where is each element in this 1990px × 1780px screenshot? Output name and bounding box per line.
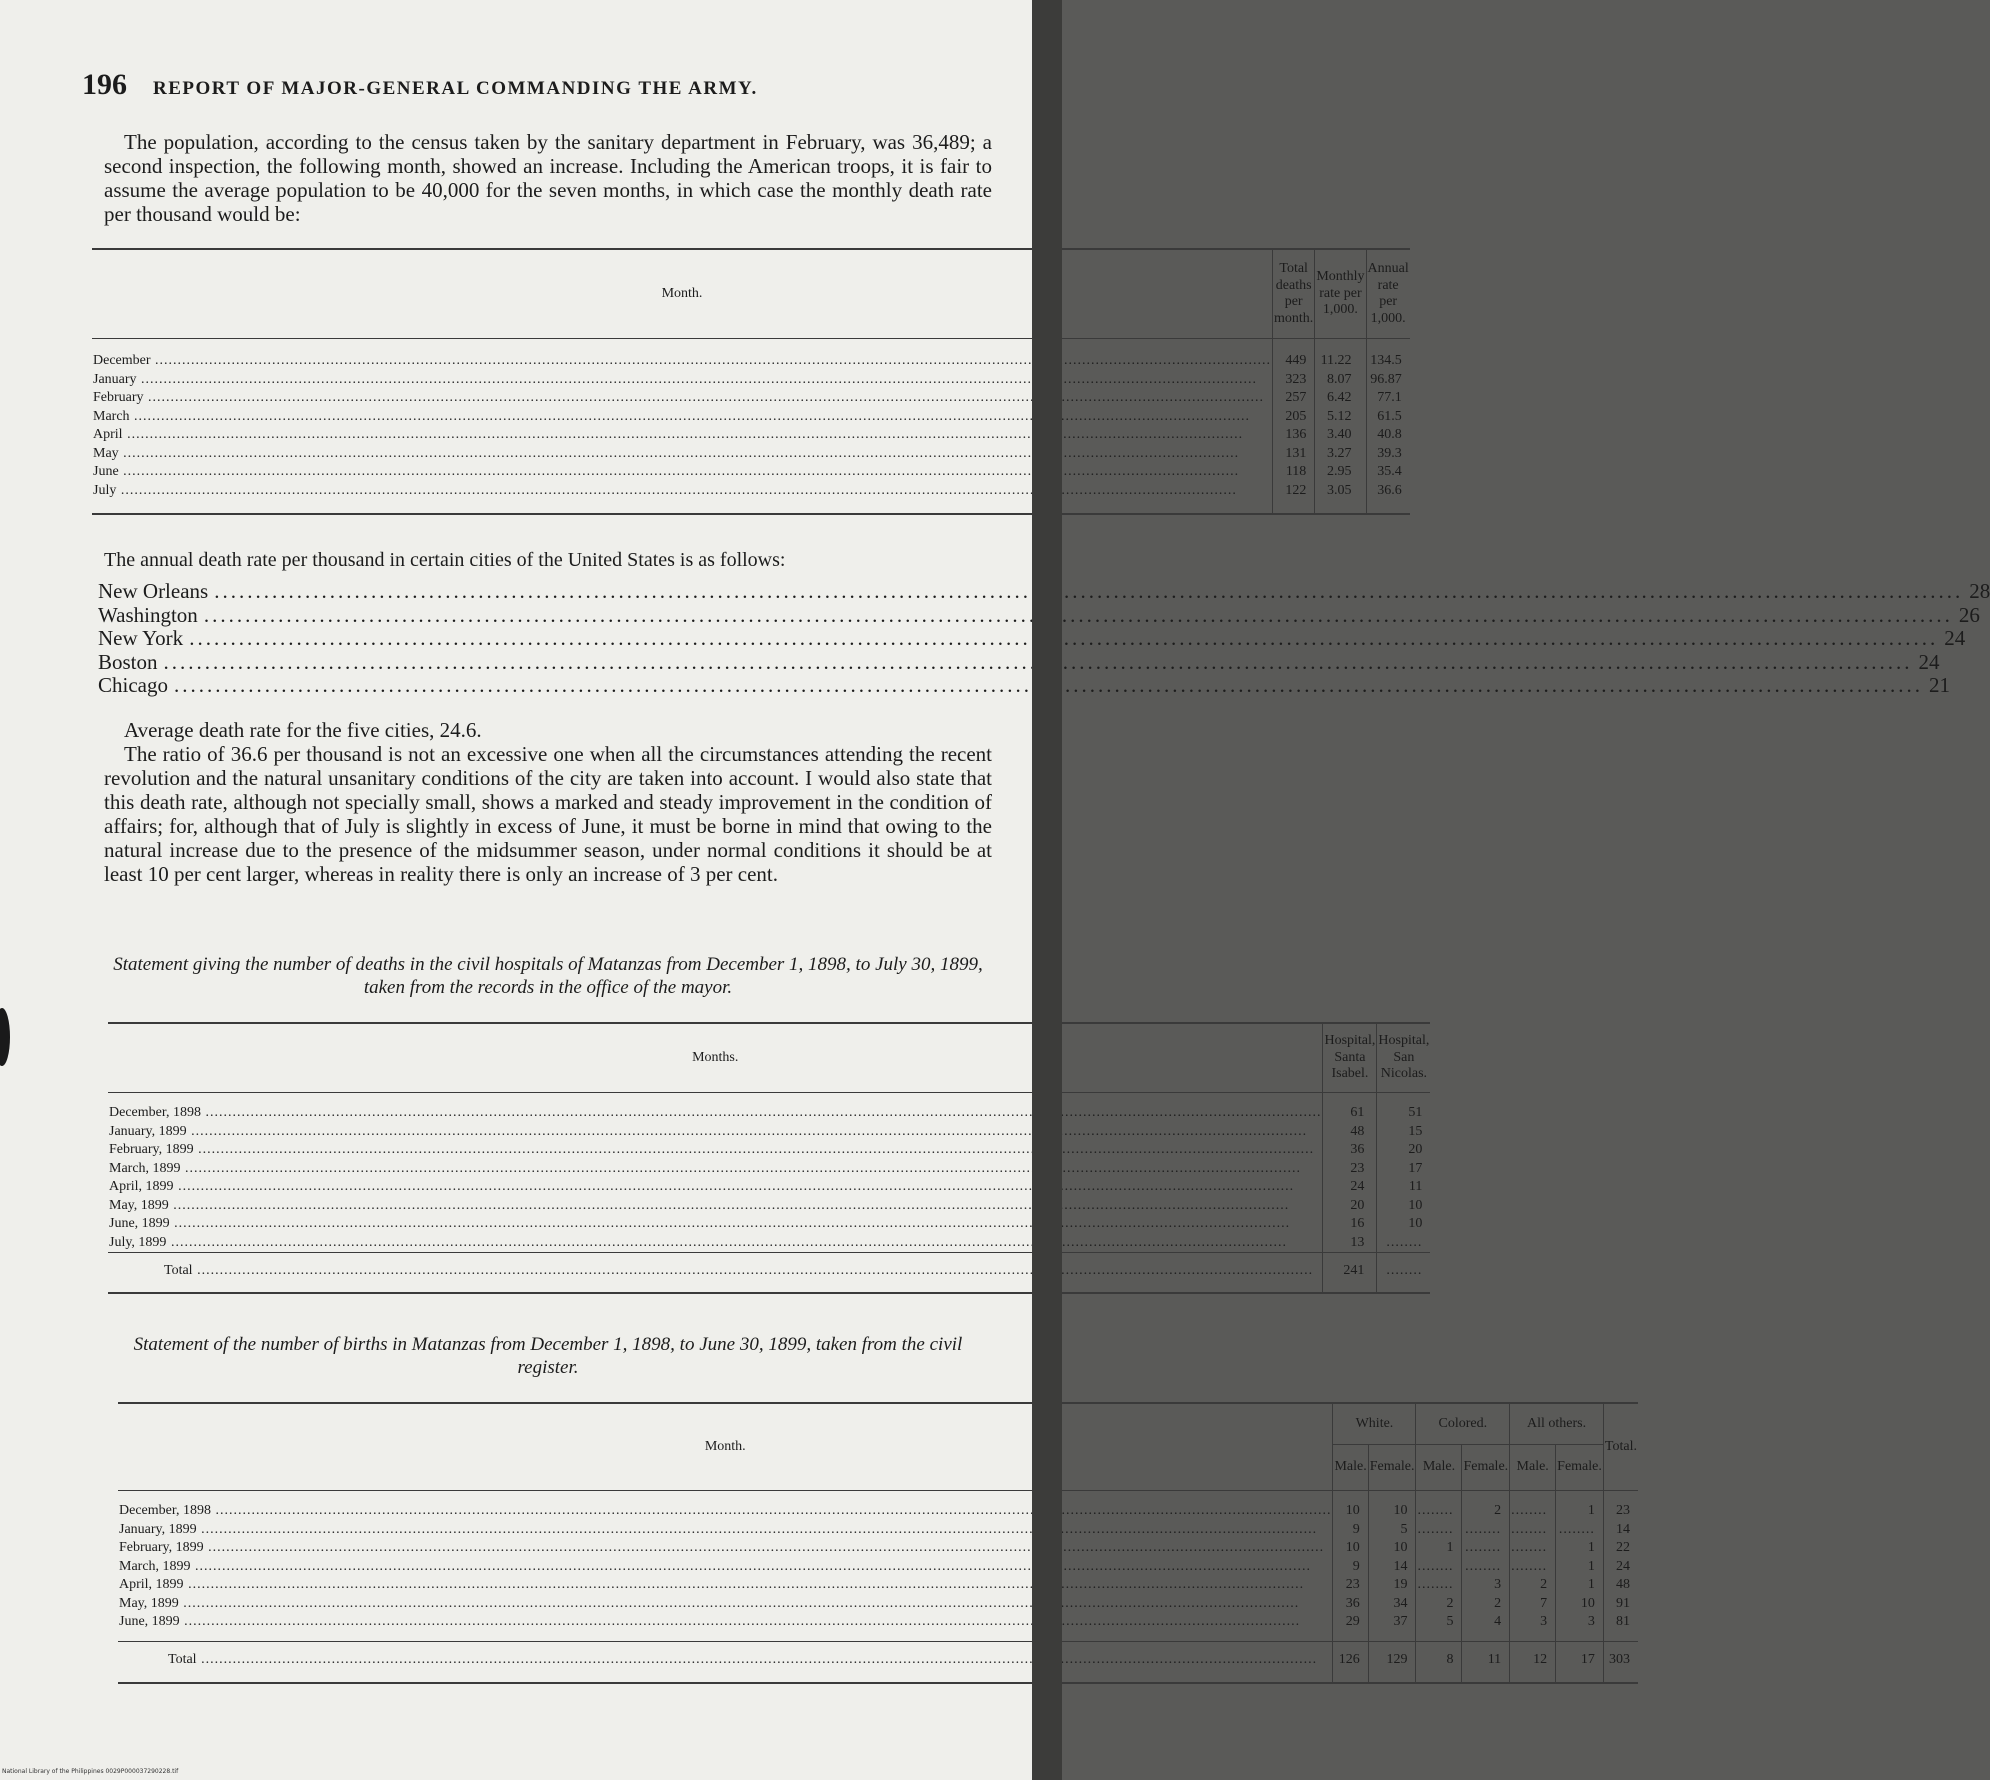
city-rate: 24 [1918, 649, 1940, 674]
white-male-cell: 23 [1333, 1576, 1368, 1595]
month-cell: May, 1899 ..... [118, 1595, 1333, 1614]
table-row [92, 339, 1410, 371]
colored-male-cell [1416, 1521, 1462, 1540]
month-cell: February, 1899 ..... [118, 1539, 1333, 1558]
city-name: Chicago [98, 673, 168, 697]
table-row [118, 1613, 1638, 1641]
city-rate: 26 [1958, 602, 1980, 627]
san-nicolas-cell: 51 [1377, 1093, 1430, 1123]
others-male-cell [1510, 1491, 1556, 1521]
births-table-caption: Statement of the number of births in Matanzas from December 1, 1898, to June 30, 1899, taken from the civil register. [133, 1334, 963, 1378]
colored-female-cell: 2 [1462, 1491, 1510, 1521]
city-row [98, 673, 1950, 698]
total-deaths-cell: 122 [1273, 482, 1315, 515]
white-male-cell: 10 [1333, 1539, 1368, 1558]
san-nicolas-cell: 11 [1377, 1178, 1430, 1197]
hospital-deaths-table [108, 1022, 1430, 1294]
city-row [98, 649, 1940, 675]
white-male-cell: 36 [1333, 1595, 1368, 1614]
white-female-total: 129 [1368, 1641, 1416, 1683]
table-row [92, 389, 1410, 408]
intro-paragraph: The population, according to the census taken by the sanitary department in February, was 36,489; a second inspection, the following month, showed an increase. Including the American troops, it is fair to assume the average population to be 40,000 for the seven months, in which case the monthly death rate per thousand would be: [104, 130, 992, 226]
santa-isabel-cell: 16 [1323, 1215, 1377, 1234]
month-cell: June ..... [92, 463, 1273, 482]
total-cell: 23 [1603, 1491, 1638, 1521]
santa-isabel-cell: 20 [1323, 1197, 1377, 1216]
total-total: 303 [1603, 1641, 1638, 1683]
page-header [82, 68, 932, 102]
colored-male-total: 8 [1416, 1641, 1462, 1683]
col-header-total-deaths: Total deaths per month. [1273, 249, 1315, 339]
city-rate: 28 [1969, 579, 1990, 603]
monthly-death-rate-table [92, 248, 1410, 515]
table-row [92, 408, 1410, 427]
others-male-total: 12 [1510, 1641, 1556, 1683]
month-cell: July ..... [92, 482, 1273, 515]
san-nicolas-total [1377, 1253, 1430, 1293]
running-title: REPORT OF MAJOR-GENERAL COMMANDING THE ARMY. [153, 78, 758, 99]
city-death-rate-list [98, 579, 1990, 698]
monthly-rate-cell: 2.95 [1315, 463, 1366, 482]
month-cell: December, 1898 ..... [108, 1093, 1323, 1123]
others-male-cell: 2 [1510, 1576, 1556, 1595]
city-rate: 21 [1928, 673, 1950, 697]
total-deaths-cell: 136 [1273, 426, 1315, 445]
month-cell: July, 1899 ..... [108, 1234, 1323, 1253]
san-nicolas-cell [1377, 1234, 1430, 1253]
month-cell: April, 1899 ..... [118, 1576, 1333, 1595]
total-cell: 22 [1603, 1539, 1638, 1558]
month-cell: May, 1899 ..... [108, 1197, 1323, 1216]
others-male-cell [1510, 1539, 1556, 1558]
total-label: Total ..... [118, 1641, 1333, 1683]
total-deaths-cell: 257 [1273, 389, 1315, 408]
col-header-monthly-rate: Monthly rate per 1,000. [1315, 249, 1366, 339]
col-header-others-female: Female. [1556, 1445, 1604, 1491]
col-header-colored-female: Female. [1462, 1445, 1510, 1491]
table-row [118, 1491, 1638, 1521]
leader-dots [214, 580, 1963, 604]
total-label: Total ..... [108, 1253, 1323, 1293]
monthly-rate-cell: 5.12 [1315, 408, 1366, 427]
month-cell: December, 1898 ..... [118, 1491, 1333, 1521]
colored-female-cell: 2 [1462, 1595, 1510, 1614]
san-nicolas-cell: 15 [1377, 1123, 1430, 1142]
santa-isabel-cell: 36 [1323, 1141, 1377, 1160]
city-name: Boston [98, 649, 158, 674]
births-table [118, 1402, 1638, 1684]
city-row [98, 602, 1980, 628]
others-female-cell [1556, 1521, 1604, 1540]
others-female-cell: 10 [1556, 1595, 1604, 1614]
others-male-cell [1510, 1558, 1556, 1577]
col-header-total: Total. [1603, 1403, 1638, 1491]
san-nicolas-cell: 10 [1377, 1215, 1430, 1234]
binding-hole-mark [0, 1008, 10, 1066]
cities-intro: The annual death rate per thousand in certain cities of the United States is as follows: [104, 549, 786, 571]
total-cell: 14 [1603, 1521, 1638, 1540]
month-cell: May ..... [92, 445, 1273, 464]
table-row [92, 463, 1410, 482]
table-row [92, 371, 1410, 390]
colored-male-cell [1416, 1558, 1462, 1577]
annual-rate-cell: 96.87 [1366, 371, 1410, 390]
colored-female-cell: 4 [1462, 1613, 1510, 1641]
santa-isabel-cell: 13 [1323, 1234, 1377, 1253]
others-male-cell: 7 [1510, 1595, 1556, 1614]
table-row [108, 1141, 1430, 1160]
santa-isabel-cell: 61 [1323, 1093, 1377, 1123]
total-cell: 81 [1603, 1613, 1638, 1641]
discussion-text: The ratio of 36.6 per thousand is not an excessive one when all the circumstances attending the recent revolution and the natural unsanitary conditions of the city are taken into account. I would also state that this death rate, although not specially small, shows a marked and steady improvement in the condition of affairs; for, although that of July is slightly in excess of June, it must be borne in mind that owing to the natural increase due to the presence of the midsummer season, under normal conditions it should be at least 10 per cent larger, whereas in reality there is only an increase of 3 per cent. [104, 742, 992, 886]
table-row [108, 1215, 1430, 1234]
colored-male-cell [1416, 1576, 1462, 1595]
table-row [108, 1160, 1430, 1179]
hospital-table-caption: Statement giving the number of deaths in the civil hospitals of Matanzas from December 1, 1898, to July 30, 1899, taken from the records in the office of the mayor. [113, 954, 983, 998]
city-row [98, 579, 1990, 604]
month-cell: January ..... [92, 371, 1273, 390]
table-row [108, 1197, 1430, 1216]
white-female-cell: 5 [1368, 1521, 1416, 1540]
table-row [118, 1539, 1638, 1558]
monthly-rate-cell: 3.05 [1315, 482, 1366, 515]
col-header-month: Month. [661, 285, 703, 301]
scan-edge [1032, 0, 1062, 1780]
month-cell: March ..... [92, 408, 1273, 427]
annual-rate-cell: 61.5 [1366, 408, 1410, 427]
table-row [118, 1521, 1638, 1540]
others-male-cell [1510, 1521, 1556, 1540]
table-row [108, 1123, 1430, 1142]
table-row [92, 426, 1410, 445]
table-row [118, 1576, 1638, 1595]
col-header-colored-male: Male. [1416, 1445, 1462, 1491]
santa-isabel-cell: 23 [1323, 1160, 1377, 1179]
santa-isabel-cell: 48 [1323, 1123, 1377, 1142]
monthly-rate-cell: 8.07 [1315, 371, 1366, 390]
white-female-cell: 34 [1368, 1595, 1416, 1614]
san-nicolas-cell: 20 [1377, 1141, 1430, 1160]
total-cell: 91 [1603, 1595, 1638, 1614]
col-header-santa-isabel: Hospital, Santa Isabel. [1323, 1023, 1377, 1093]
white-female-cell: 10 [1368, 1539, 1416, 1558]
colored-female-cell [1462, 1539, 1510, 1558]
discussion-paragraph [104, 718, 992, 886]
city-name: Washington [98, 602, 198, 627]
monthly-rate-cell: 3.40 [1315, 426, 1366, 445]
total-cell: 48 [1603, 1576, 1638, 1595]
total-cell: 24 [1603, 1558, 1638, 1577]
col-header-white: White. [1333, 1403, 1416, 1445]
annual-rate-cell: 77.1 [1366, 389, 1410, 408]
month-cell: December ..... [92, 339, 1273, 371]
total-deaths-cell: 131 [1273, 445, 1315, 464]
table-row [108, 1178, 1430, 1197]
col-header-months: Months. [692, 1049, 739, 1065]
table-row [118, 1558, 1638, 1577]
month-cell: June, 1899 ..... [108, 1215, 1323, 1234]
white-male-cell: 9 [1333, 1521, 1368, 1540]
santa-isabel-cell: 24 [1323, 1178, 1377, 1197]
annual-rate-cell: 35.4 [1366, 463, 1410, 482]
total-deaths-cell: 118 [1273, 463, 1315, 482]
annual-rate-cell: 40.8 [1366, 426, 1410, 445]
average-line: Average death rate for the five cities, 24.6. [124, 718, 482, 742]
col-header-white-male: Male. [1333, 1445, 1368, 1491]
white-male-cell: 10 [1333, 1491, 1368, 1521]
month-cell: March, 1899 ..... [118, 1558, 1333, 1577]
monthly-rate-cell: 6.42 [1315, 389, 1366, 408]
colored-female-total: 11 [1462, 1641, 1510, 1683]
month-cell: February ..... [92, 389, 1273, 408]
colored-female-cell [1462, 1558, 1510, 1577]
colored-male-cell [1416, 1491, 1462, 1521]
col-header-colored: Colored. [1416, 1403, 1510, 1445]
annual-rate-cell: 134.5 [1366, 339, 1410, 371]
white-female-cell: 14 [1368, 1558, 1416, 1577]
white-female-cell: 10 [1368, 1491, 1416, 1521]
total-deaths-cell: 205 [1273, 408, 1315, 427]
total-row [118, 1641, 1638, 1683]
month-cell: April, 1899 ..... [108, 1178, 1323, 1197]
col-header-annual-rate: Annual rate per 1,000. [1366, 249, 1410, 339]
total-row [108, 1253, 1430, 1293]
city-rate: 24 [1944, 626, 1966, 650]
month-cell: April ..... [92, 426, 1273, 445]
colored-female-cell [1462, 1521, 1510, 1540]
city-row [98, 626, 1966, 651]
santa-isabel-total: 241 [1323, 1253, 1377, 1293]
others-female-cell: 1 [1556, 1539, 1604, 1558]
colored-male-cell: 2 [1416, 1595, 1462, 1614]
others-female-cell: 1 [1556, 1576, 1604, 1595]
month-cell: January, 1899 ..... [108, 1123, 1323, 1142]
colored-male-cell: 5 [1416, 1613, 1462, 1641]
colored-male-cell: 1 [1416, 1539, 1462, 1558]
city-name: New Orleans [98, 579, 209, 603]
others-female-total: 17 [1556, 1641, 1604, 1683]
table-row [118, 1595, 1638, 1614]
colored-female-cell: 3 [1462, 1576, 1510, 1595]
annual-rate-cell: 36.6 [1366, 482, 1410, 515]
table-row [92, 482, 1410, 515]
leader-dots [189, 627, 1938, 651]
total-deaths-cell: 449 [1273, 339, 1315, 371]
white-male-total: 126 [1333, 1641, 1368, 1683]
table-row [108, 1093, 1430, 1123]
others-male-cell: 3 [1510, 1613, 1556, 1641]
white-male-cell: 9 [1333, 1558, 1368, 1577]
white-female-cell: 37 [1368, 1613, 1416, 1641]
annual-rate-cell: 39.3 [1366, 445, 1410, 464]
leader-dots [204, 604, 1953, 628]
month-cell: March, 1899 ..... [108, 1160, 1323, 1179]
month-cell: June, 1899 ..... [118, 1613, 1333, 1641]
col-header-others-male: Male. [1510, 1445, 1556, 1491]
table-row [92, 445, 1410, 464]
monthly-rate-cell: 3.27 [1315, 445, 1366, 464]
col-header-all-others: All others. [1510, 1403, 1604, 1445]
white-male-cell: 29 [1333, 1613, 1368, 1641]
monthly-rate-cell: 11.22 [1315, 339, 1366, 371]
city-name: New York [98, 626, 184, 650]
others-female-cell: 3 [1556, 1613, 1604, 1641]
san-nicolas-cell: 17 [1377, 1160, 1430, 1179]
month-cell: February, 1899 ..... [108, 1141, 1323, 1160]
white-female-cell: 19 [1368, 1576, 1416, 1595]
total-deaths-cell: 323 [1273, 371, 1315, 390]
san-nicolas-cell: 10 [1377, 1197, 1430, 1216]
others-female-cell: 1 [1556, 1558, 1604, 1577]
page-number: 196 [82, 68, 127, 101]
col-header-san-nicolas: Hospital, San Nicolas. [1377, 1023, 1430, 1093]
col-header-white-female: Female. [1368, 1445, 1416, 1491]
col-header-month: Month. [118, 1403, 1333, 1491]
others-female-cell: 1 [1556, 1491, 1604, 1521]
table-row [108, 1234, 1430, 1253]
month-cell: January, 1899 ..... [118, 1521, 1333, 1540]
scan-footer: National Library of the Philippines 0029P000037290228.tif [2, 1768, 179, 1775]
